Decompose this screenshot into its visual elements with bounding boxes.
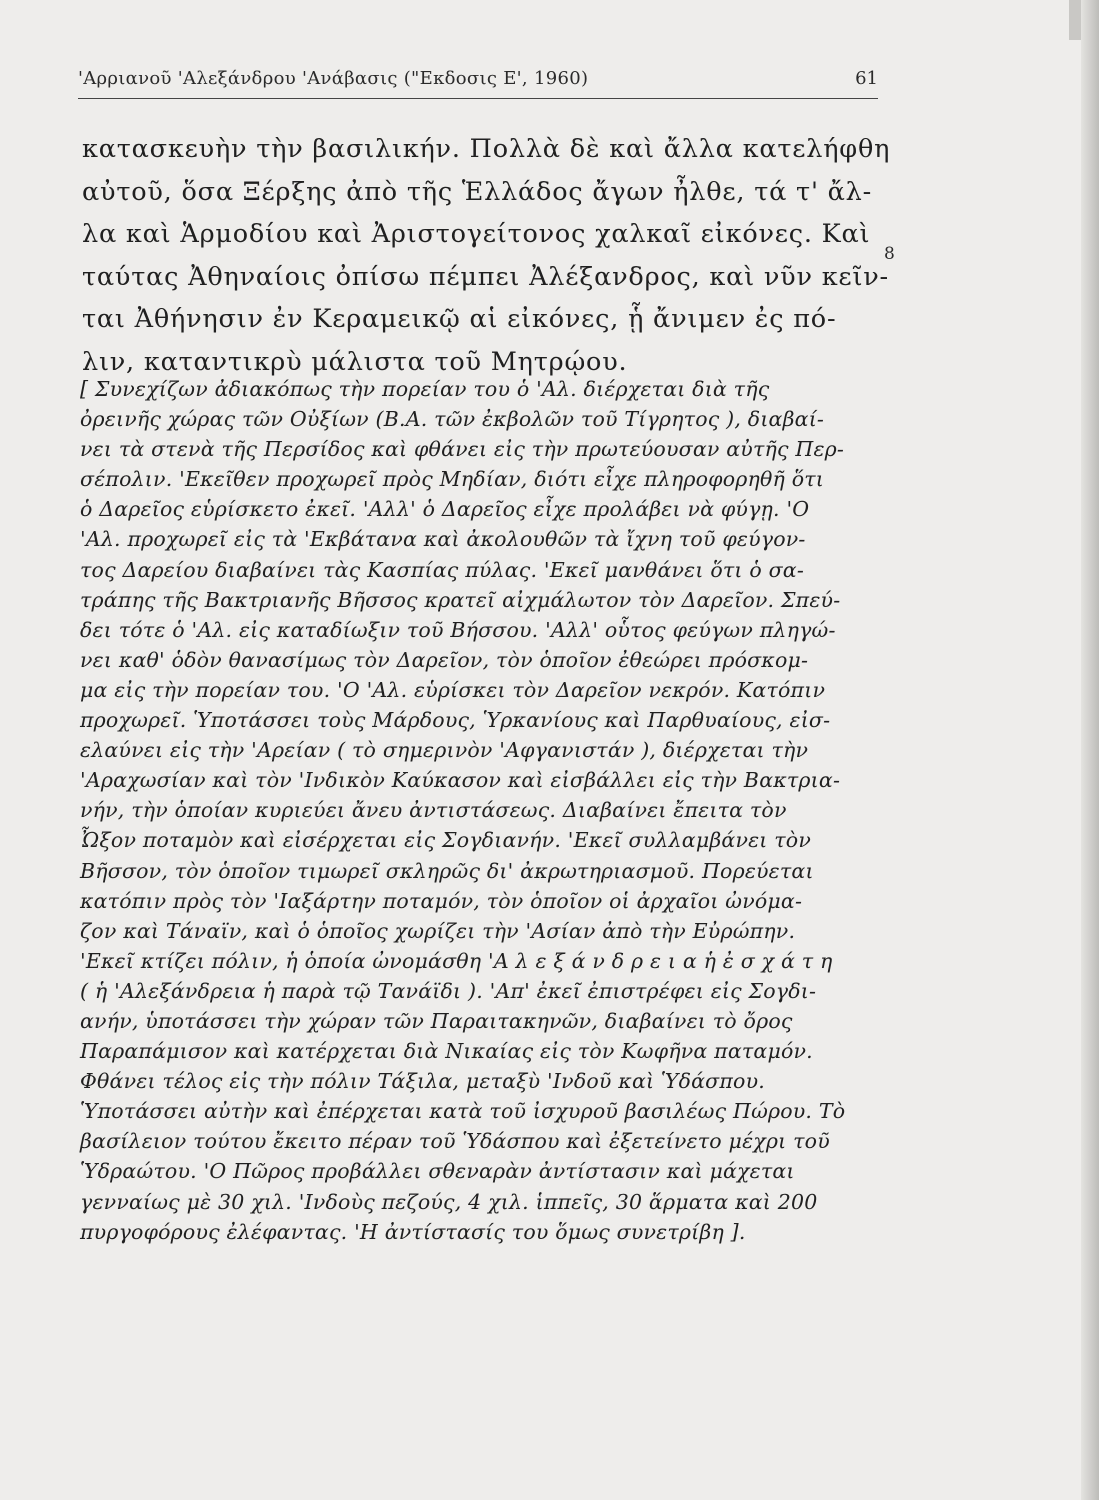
commentary-line: τράπης τῆς Βακτριανῆς Βῆσσος κρατεῖ αἰχμάλωτον τὸν Δαρεῖον. Σπεύ- (80, 587, 841, 612)
commentary-line: σέπολιν. 'Εκεῖθεν προχωρεῖ πρὸς Μηδίαν, διότι εἶχε πληροφορηθῆ ὅτι (80, 467, 825, 492)
commentary-line: 'Αλ. προχωρεῖ εἰς τὰ 'Εκβάτανα καὶ ἀκολουθῶν τὰ ἴχνη τοῦ φεύγον- (80, 527, 806, 552)
commentary-line: Φθάνει τέλος εἰς τὴν πόλιν Τάξιλα, μεταξὺ 'Ινδοῦ καὶ Ὑδάσπου. (80, 1069, 765, 1094)
commentary-line: Ὦξον ποταμὸν καὶ εἰσέρχεται εἰς Σογδιανήν. 'Εκεῖ συλλαμβάνει τὸν (80, 828, 812, 853)
main-text-line: ται Ἀθήνησιν ἐν Κεραμεικῷ αἱ εἰκόνες, ᾗ ἄνιμεν ἐς πό- (82, 304, 837, 334)
commentary-line: βασίλειον τούτου ἔκειτο πέραν τοῦ Ὑδάσπου καὶ ἐξετείνετο μέχρι τοῦ (80, 1129, 830, 1154)
page-number: 61 (855, 68, 878, 89)
commentary-line: 'Εκεῖ κτίζει πόλιν, ἡ ὁποία ὠνομάσθη 'Α λ ε ξ ά ν δ ρ ε ι α ἡ ἐ σ χ ά τ η (80, 948, 833, 973)
page-edge-shadow (1081, 0, 1099, 1500)
main-text-line: λα καὶ Ἁρμοδίου καὶ Ἀριστογείτονος χαλκαῖ εἰκόνες. Καὶ (82, 219, 871, 249)
commentary-paragraph (80, 374, 910, 1247)
running-header (78, 62, 878, 99)
commentary-line: ( ἡ 'Αλεξάνδρεια ἡ παρὰ τῷ Τανάϊδι ). 'Απ' ἐκεῖ ἐπιστρέφει εἰς Σογδι- (80, 978, 817, 1003)
main-text-line: κατασκευὴν τὴν βασιλικήν. Πολλὰ δὲ καὶ ἄλλα κατελήφθη (82, 134, 891, 164)
commentary-line: μα εἰς τὴν πορείαν του. 'Ο 'Αλ. εὑρίσκει τὸν Δαρεῖον νεκρόν. Κατόπιν (80, 677, 826, 702)
commentary-line: ελαύνει εἰς τὴν 'Αρείαν ( τὸ σημερινὸν 'Αφγανιστάν ), διέρχεται τὴν (80, 738, 809, 763)
commentary-line: ζον καὶ Τάναϊν, καὶ ὁ ὁποῖος χωρίζει τὴν 'Ασίαν ἀπὸ τὴν Εὐρώπην. (80, 918, 796, 943)
commentary-line: τος Δαρείου διαβαίνει τὰς Κασπίας πύλας. 'Εκεῖ μανθάνει ὅτι ὁ σα- (80, 557, 804, 582)
commentary-line: προχωρεῖ. Ὑποτάσσει τοὺς Μάρδους, Ὑρκανίους καὶ Παρθυαίους, εἰσ- (80, 708, 831, 733)
commentary-line: κατόπιν πρὸς τὸν 'Ιαξάρτην ποταμόν, τὸν ὁποῖον οἱ ἀρχαῖοι ὠνόμα- (80, 888, 803, 913)
commentary-line: [ Συνεχίζων ἀδιακόπως τὴν πορείαν του ὁ 'Αλ. διέρχεται διὰ τῆς (80, 377, 770, 401)
header-title: 'Αρριανοῦ 'Αλεξάνδρου 'Ανάβασις ("Εκδοσις Ε', 1960) (78, 68, 589, 89)
commentary-line: νήν, τὴν ὁποίαν κυριεύει ἄνευ ἀντιστάσεως. Διαβαίνει ἔπειτα τὸν (80, 798, 787, 823)
main-text-line: αὐτοῦ, ὅσα Ξέρξης ἀπὸ τῆς Ἑλλάδος ἄγων ἦλθε, τά τ' ἄλ- (82, 176, 873, 207)
commentary-line: 'Αραχωσίαν καὶ τὸν 'Ινδικὸν Καύκασον καὶ εἰσβάλλει εἰς τὴν Βακτρια- (80, 768, 841, 793)
main-text-line: λιν, καταντικρὺ μάλιστα τοῦ Μητρῴου. (82, 346, 628, 377)
commentary-line: νει καθ' ὁδὸν θανασίμως τὸν Δαρεῖον, τὸν ὁποῖον ἐθεώρει πρόσκομ- (80, 647, 809, 672)
main-greek-text (82, 128, 912, 383)
commentary-line: ὀρεινῆς χώρας τῶν Οὐξίων (Β.Α. τῶν ἐκβολῶν τοῦ Τίγρητος ), διαβαί- (80, 407, 825, 432)
commentary-line: Βῆσσον, τὸν ὁποῖον τιμωρεῖ σκληρῶς δι' ἀκρωτηριασμοῦ. Πορεύεται (80, 858, 814, 883)
commentary-line: πυργοφόρους ἐλέφαντας. 'Η ἀντίστασίς του ὅμως συνετρίβη ]. (80, 1219, 746, 1244)
main-text-line: ταύτας Ἀθηναίοις ὀπίσω πέμπει Ἀλέξανδρος, καὶ νῦν κεῖν- (82, 261, 889, 292)
margin-section-number: 8 (884, 244, 895, 264)
commentary-line: γενναίως μὲ 30 χιλ. 'Ινδοὺς πεζούς, 4 χιλ. ἱππεῖς, 30 ἅρματα καὶ 200 (80, 1189, 818, 1214)
commentary-line: ὁ Δαρεῖος εὑρίσκετο ἐκεῖ. 'Αλλ' ὁ Δαρεῖος εἶχε προλάβει νὰ φύγῃ. 'Ο (80, 497, 810, 522)
commentary-line: δει τότε ὁ 'Αλ. εἰς καταδίωξιν τοῦ Βήσσου. 'Αλλ' οὗτος φεύγων πληγώ- (80, 617, 836, 642)
commentary-line: Παραπάμισον καὶ κατέρχεται διὰ Νικαίας εἰς τὸν Κωφῆνα παταμόν. (80, 1039, 813, 1064)
commentary-line: Ὑποτάσσει αὐτὴν καὶ ἐπέρχεται κατὰ τοῦ ἰσχυροῦ βασιλέως Πώρου. Τὸ (80, 1099, 846, 1124)
commentary-line: ανήν, ὑποτάσσει τὴν χώραν τῶν Παραιτακηνῶν, διαβαίνει τὸ ὄρος (80, 1008, 793, 1033)
commentary-line: Ὑδραώτου. 'Ο Πῶρος προβάλλει σθεναρὰν ἀντίστασιν καὶ μάχεται (80, 1159, 795, 1184)
commentary-line: νει τὰ στενὰ τῆς Περσίδος καὶ φθάνει εἰς τὴν πρωτεύουσαν αὐτῆς Περ- (80, 437, 845, 462)
